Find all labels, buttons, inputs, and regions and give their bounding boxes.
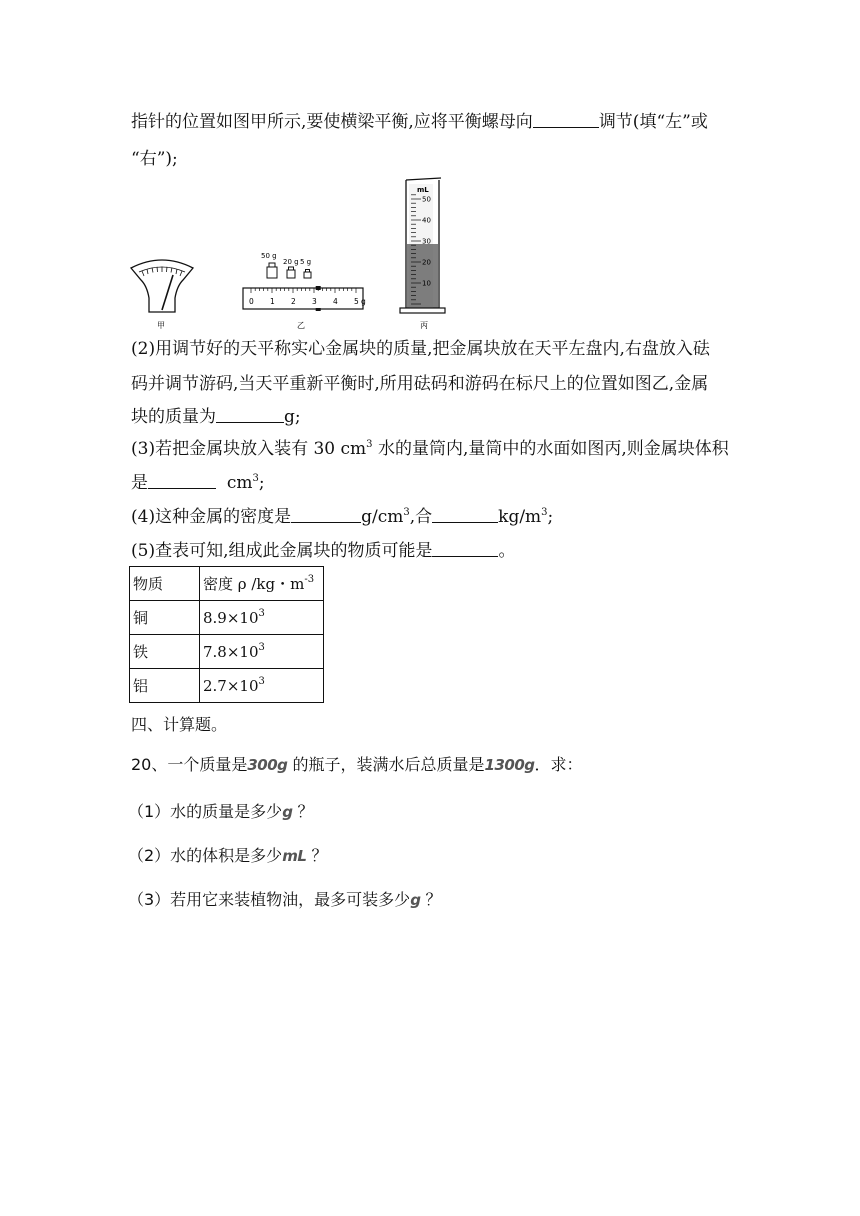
answer-blank-volume [148,472,216,489]
weight-5g [304,272,311,278]
q19-text: 码并调节游码,当天平重新平衡时,所用砝码和游码在标尺上的位置如图乙,金属 [131,374,709,394]
figure-yi-weights-ruler [243,252,366,330]
q20-text: ？ [292,802,314,821]
figure-jia-pointer-dial [131,260,193,330]
table-cell-name: 铝 [130,669,200,703]
caption-bing: 丙 [420,321,428,330]
weight-label-5g: 5 g [300,258,312,266]
weight-50g [267,267,277,278]
q19-text: “右”); [131,149,178,169]
q19-text: 水的量筒内,量筒中的水面如图丙,则金属块体积 [372,439,729,459]
cylinder-tick-label: 20 [422,258,431,267]
table-cell-name: 铁 [130,635,200,669]
weight-20g-knob [289,267,294,270]
section-heading: 四、计算题。 [131,715,228,734]
q19-part2-line2 [131,373,708,395]
q19-text: 是 [131,473,148,493]
ruler-tick-label: 1 [270,297,275,306]
superscript: -3 [304,574,315,585]
superscript: 3 [258,641,265,653]
q19-line-2 [131,148,178,170]
formula-unit-g: g [282,803,293,821]
superscript: 3 [541,507,548,518]
weight-20g [287,270,295,278]
q20-text: （2）水的体积是多少 [128,846,283,865]
formula-300g: 300g [247,756,288,774]
q20-sub1 [128,801,314,823]
formula-1300g: 1300g [484,756,535,774]
table-row [130,669,324,703]
cylinder-tick-label: 50 [422,195,431,204]
ruler-tick-label: 3 [312,297,317,306]
table-cell-density [200,601,324,635]
q20-sub3 [128,889,442,911]
q19-text: (4)这种金属的密度是 [131,507,292,527]
q19-part2-line3 [131,406,301,428]
formula-unit-g: g [410,891,421,909]
density-table [129,566,324,703]
q19-text: ; [258,473,265,493]
q19-line-1 [131,111,708,133]
rider-marker-bottom [316,308,321,311]
answer-blank-substance [432,540,498,557]
q19-text: (3)若把金属块放入装有 30 cm [131,439,367,459]
table-cell-density [200,669,324,703]
rider-ruler [243,288,363,309]
q19-part2-line1 [131,338,710,360]
q20-text: 20、一个质量是 [131,755,248,774]
table-header-density-text: 密度 ρ /kg・m [203,575,305,593]
cylinder-base [400,308,445,313]
rider-marker [316,286,321,290]
cylinder-tick-label: 10 [422,279,431,288]
table-row [130,601,324,635]
q19-part3-line2 [131,472,265,494]
answer-blank-direction [533,111,599,128]
q19-part5 [131,540,515,562]
cylinder-tick-label: 30 [422,237,431,246]
q20-stem [131,754,583,776]
q19-text: ,合 [409,507,433,527]
superscript: 3 [403,507,410,518]
ruler-tick-label: g [361,297,366,306]
ruler-tick-label: 0 [249,297,254,306]
q19-text: g/cm [361,507,404,527]
density-value: 2.7×10 [203,676,259,695]
ruler-tick-label: 2 [291,297,296,306]
q19-part4 [131,506,553,528]
answer-blank-mass [216,406,284,423]
weight-50g-knob [269,263,275,267]
q19-text: 指针的位置如图甲所示,要使横梁平衡,应将平衡螺母向 [131,112,533,132]
answer-blank-density-kgm3 [432,506,498,523]
caption-yi: 乙 [297,321,305,330]
q19-text: 调节(填“左”或 [598,112,708,132]
figure-balance-and-cylinder [125,172,455,334]
q20-text: 的瓶子，装满水后总质量是 [287,755,485,774]
table-cell-name: 铜 [130,601,200,635]
table-row [130,635,324,669]
density-value: 8.9×10 [203,608,259,627]
caption-jia: 甲 [157,321,165,330]
table-header-substance: 物质 [130,567,200,601]
q19-text: 块的质量为 [131,407,216,427]
density-value: 7.8×10 [203,642,259,661]
q20-text: ？ [420,890,442,909]
q20-text: ？ [306,846,328,865]
ruler-tick-label: 5 [354,297,359,306]
q20-sub2 [128,845,327,867]
table-cell-density [200,635,324,669]
formula-unit-ml: mL [282,847,307,865]
q19-text: ; [547,507,554,527]
weight-label-20g: 20 g [283,258,299,266]
answer-blank-density-gcm3 [291,506,361,523]
q19-text: (2)用调节好的天平称实心金属块的质量,把金属块放在天平左盘内,右盘放入砝 [131,339,710,359]
table-header-row [130,567,324,601]
superscript: 3 [258,607,265,619]
ruler-tick-label: 4 [333,297,338,306]
superscript: 3 [252,473,259,484]
q20-text: （3）若用它来装植物油，最多可装多少 [128,890,411,909]
q20-text: ．求： [534,755,583,774]
q19-text: kg/m [498,507,542,527]
superscript: 3 [366,439,373,450]
figure-bing-cylinder [400,178,445,330]
q19-text: cm [226,473,253,493]
superscript: 3 [258,675,265,687]
q19-part3-line1 [131,438,729,460]
cylinder-unit: mL [417,186,429,194]
q19-text: (5)查表可知,组成此金属块的物质可能是 [131,541,433,561]
table-header-density [200,567,324,601]
q19-text: g; [284,407,301,427]
cylinder-tick-label: 40 [422,216,431,225]
q20-text: （1）水的质量是多少 [128,802,283,821]
q19-text: 。 [498,541,516,561]
weight-5g-knob [306,270,310,273]
weight-label-50g: 50 g [261,252,277,260]
